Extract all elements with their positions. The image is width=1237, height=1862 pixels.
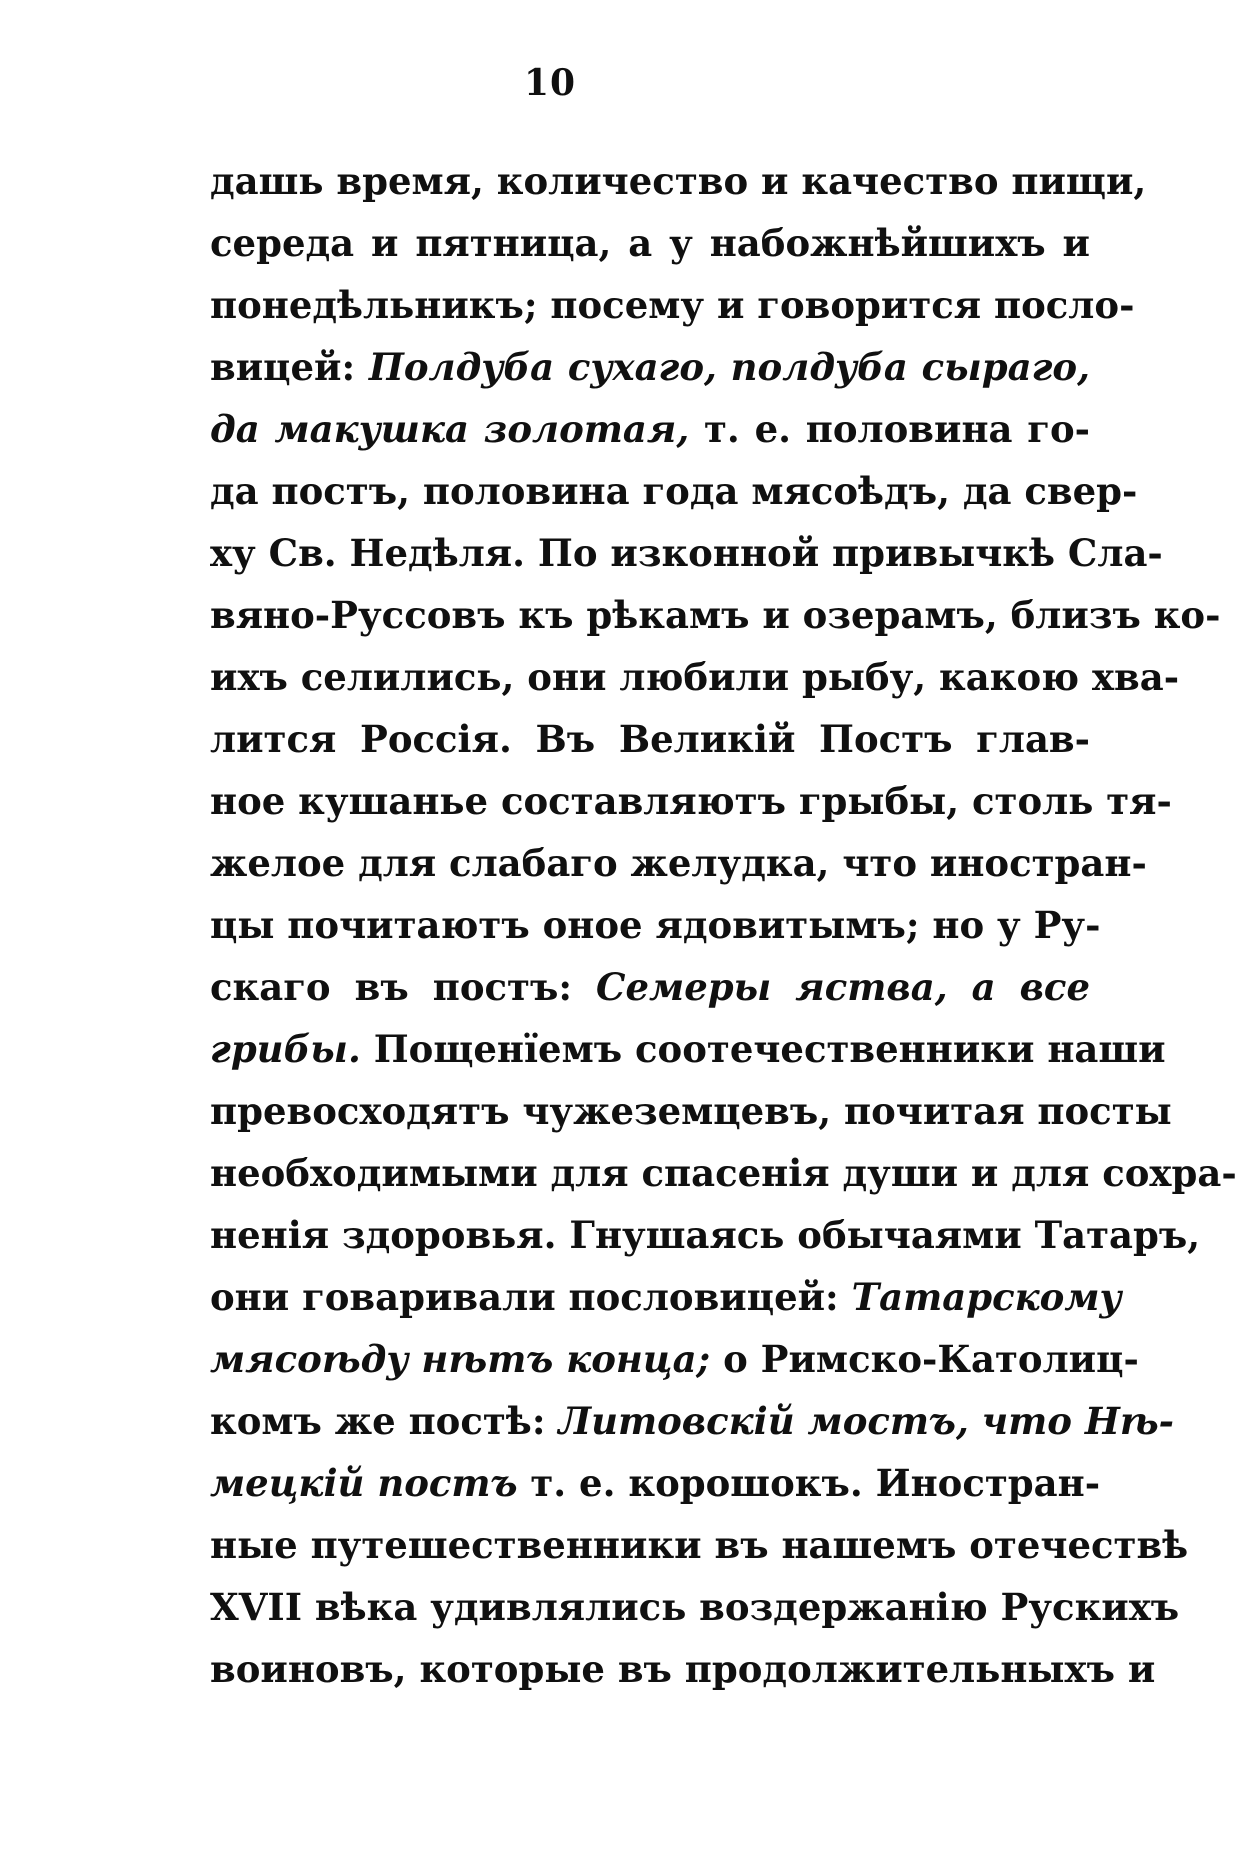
text-segment: желое для слабаго желудка, что иностран- — [210, 841, 1147, 885]
text-line — [210, 398, 1090, 460]
text-segment: ное кушанье составляютъ грыбы, столь тя- — [210, 779, 1172, 823]
text-segment: необходимыми для спасенія души и для сохра- — [210, 1151, 1237, 1195]
text-segment: да постъ, половина года мясоѣдъ, да свер- — [210, 469, 1138, 513]
text-segment: т. е. половина го- — [689, 407, 1090, 451]
text-line — [210, 1576, 1180, 1638]
text-line — [210, 1390, 1175, 1452]
text-segment: о Римско-Католиц- — [710, 1337, 1139, 1381]
text-segment: XVII вѣка удивлялись воздержанію Рускихъ — [210, 1585, 1180, 1629]
text-segment: дашь время, количество и качество пищи, — [210, 159, 1147, 203]
text-segment: цы почитаютъ оное ядовитымъ; но у Ру- — [210, 903, 1101, 947]
text-segment: ные путешественники въ нашемъ отечествѣ — [210, 1523, 1189, 1567]
text-line — [210, 770, 1172, 832]
text-segment: лится Россія. Въ Великій Постъ глав- — [210, 717, 1090, 761]
text-line — [210, 1080, 1172, 1142]
text-line — [210, 1638, 1156, 1700]
text-segment: вяно-Руссовъ къ рѣкамъ и озерамъ, близъ ко- — [210, 593, 1221, 637]
text-line — [210, 1142, 1237, 1204]
text-segment: т. е. корошокъ. Иностран- — [517, 1461, 1101, 1505]
text-segment: скаго въ постъ: — [210, 965, 597, 1009]
italic-text-segment: Семеры яства, а все — [596, 965, 1090, 1009]
text-line — [210, 1018, 1166, 1080]
text-segment: ненія здоровья. Гнушаясь обычаями Татаръ, — [210, 1213, 1201, 1257]
text-segment: вицей: — [210, 345, 369, 389]
text-segment: понедѣльникъ; посему и говорится посло- — [210, 283, 1135, 327]
text-line — [210, 584, 1221, 646]
text-line — [210, 460, 1138, 522]
text-segment: воиновъ, которые въ продолжительныхъ и — [210, 1647, 1156, 1691]
text-line — [210, 956, 1090, 1018]
text-line — [210, 1328, 1139, 1390]
text-line — [210, 708, 1090, 770]
text-line — [210, 1452, 1101, 1514]
text-line — [210, 1514, 1189, 1576]
italic-text-segment: Литовскій мостъ, что Нѣ- — [558, 1399, 1175, 1443]
italic-text-segment: Татарскому — [851, 1275, 1122, 1319]
italic-text-segment: да макушка золотая, — [210, 407, 690, 451]
text-line — [210, 894, 1101, 956]
italic-text-segment: мясоѣду нѣтъ конца; — [210, 1337, 711, 1381]
text-line — [210, 150, 1147, 212]
text-line — [210, 274, 1135, 336]
italic-text-segment: мецкій постъ — [210, 1461, 518, 1505]
italic-text-segment: Полдуба сухаго, полдуба сыраго, — [368, 345, 1090, 389]
text-segment: ихъ селились, они любили рыбу, какою хва- — [210, 655, 1180, 699]
text-line — [210, 1204, 1201, 1266]
text-segment: комъ же постѣ: — [210, 1399, 559, 1443]
text-line — [210, 646, 1180, 708]
text-segment: они говаривали пословицей: — [210, 1275, 852, 1319]
text-line — [210, 1266, 1122, 1328]
text-segment: превосходятъ чужеземцевъ, почитая посты — [210, 1089, 1172, 1133]
text-segment: ху Св. Недѣля. По изконной привычкѣ Сла- — [210, 531, 1163, 575]
text-line — [210, 336, 1090, 398]
text-line — [210, 832, 1147, 894]
text-line — [210, 522, 1163, 584]
body-text — [210, 150, 1237, 1700]
italic-text-segment: грибы. — [210, 1027, 361, 1071]
text-line — [210, 212, 1090, 274]
page-number: 10 — [523, 62, 577, 104]
text-segment: Пощенïемъ соотечественники наши — [360, 1027, 1166, 1071]
text-segment: середа и пятница, а у набожнѣйшихъ и — [210, 221, 1090, 265]
